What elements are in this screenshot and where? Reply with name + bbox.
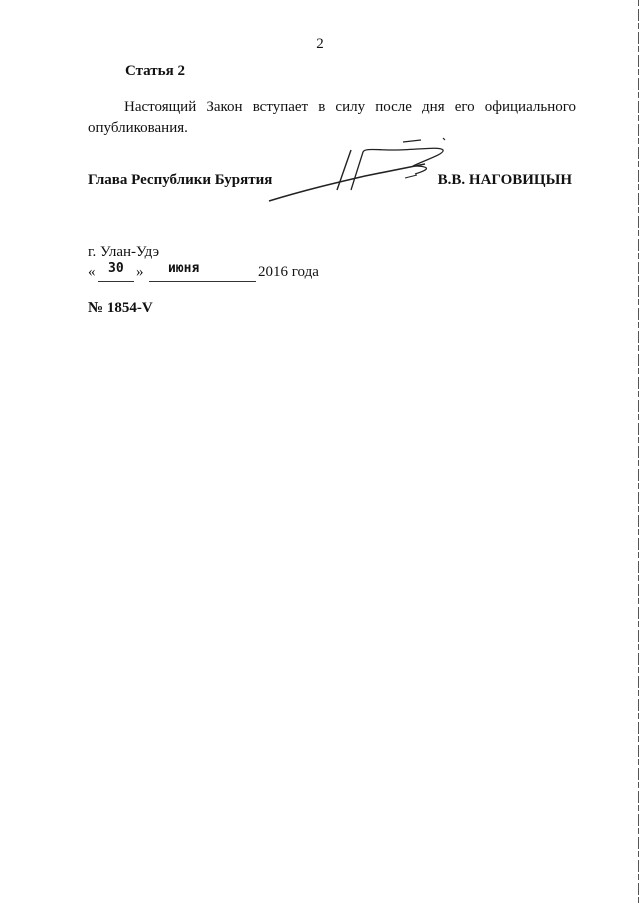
date-year: 2016 года: [258, 264, 319, 280]
date-open-quote: «: [88, 264, 96, 280]
law-number: № 1854-V: [88, 300, 153, 316]
place-of-signing: г. Улан-Удэ: [88, 244, 160, 260]
signer-name: В.В. НАГОВИЦЫН: [437, 172, 572, 188]
handwritten-signature: [265, 128, 465, 208]
month-underline: [149, 281, 256, 282]
date-day: 30: [108, 261, 124, 276]
date-close-quote: »: [136, 264, 144, 280]
page-number: 2: [316, 36, 324, 52]
article-text: Настоящий Закон вступает в силу после дня его официального опубликования.: [88, 99, 576, 136]
signer-title: Глава Республики Бурятия: [88, 172, 273, 188]
article-heading: Статья 2: [125, 63, 185, 79]
signing-date: [88, 261, 348, 286]
date-month: июня: [168, 261, 200, 276]
day-underline: [98, 281, 134, 282]
